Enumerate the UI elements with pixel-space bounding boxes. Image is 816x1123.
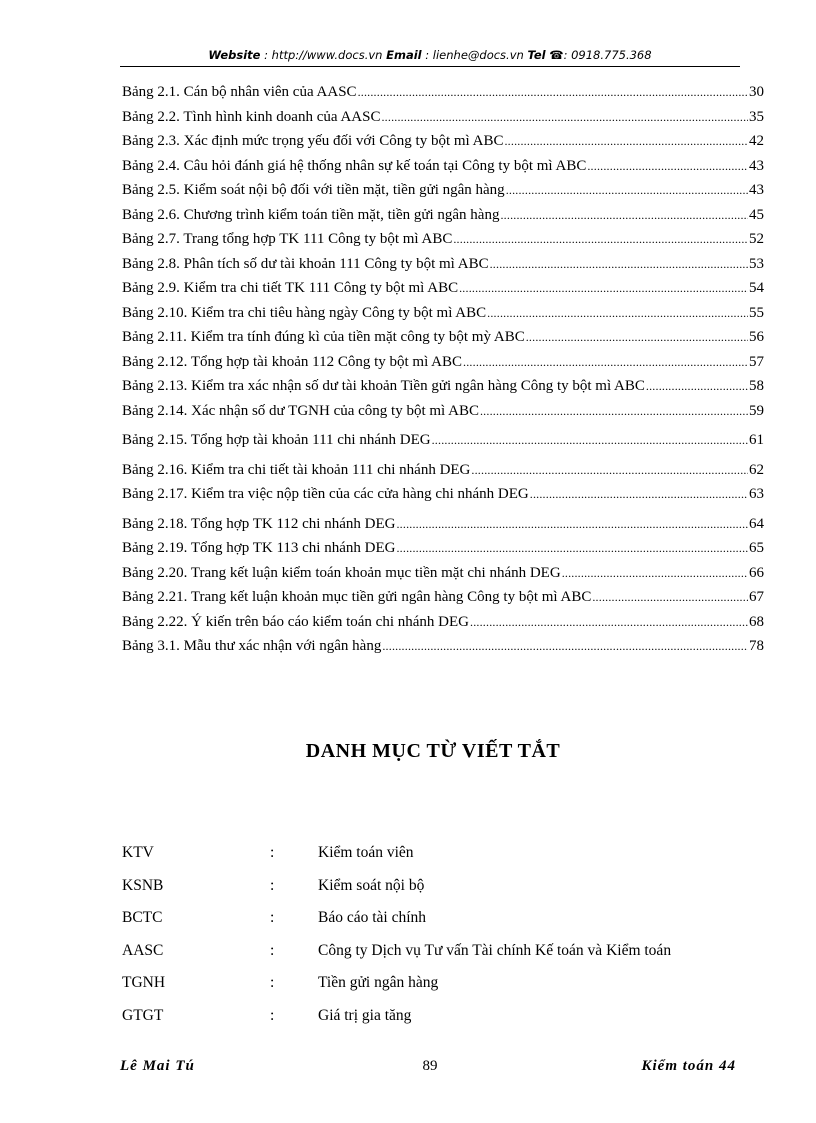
list-item (122, 280, 764, 305)
tel-value: : 0918.775.368 (563, 48, 652, 62)
phone-icon: ☎ (549, 48, 564, 62)
footer-course: Kiểm toán 44 (641, 1058, 736, 1074)
dot-leader (396, 516, 748, 533)
list-item-title: Bảng 2.2. Tình hình kinh doanh của AASC (122, 108, 381, 125)
list-item-title: Bảng 2.16. Kiểm tra chi tiết tài khoản 111 chi nhánh DEG (122, 461, 471, 478)
list-item-title: Bảng 3.1. Mẫu thư xác nhận với ngân hàng (122, 638, 382, 654)
dot-leader (500, 207, 748, 224)
abbreviation-meaning: Kiểm soát nội bộ (318, 876, 425, 894)
list-item (122, 462, 764, 487)
list-item (122, 182, 764, 207)
abbreviation-colon: : (270, 941, 275, 959)
list-item-title: Bảng 2.17. Kiểm tra việc nộp tiền của các cửa hàng chi nhánh DEG (122, 486, 529, 502)
abbreviation-row (122, 909, 762, 942)
dot-leader (358, 84, 748, 101)
list-item-page: 61 (749, 432, 764, 448)
abbreviation-row (122, 974, 762, 1007)
dot-leader (471, 462, 748, 479)
email-sep: : (421, 48, 433, 62)
dot-leader (463, 354, 748, 371)
abbreviation-meaning: Kiểm toán viên (318, 844, 414, 861)
page-number: 89 (422, 1058, 438, 1074)
list-item (122, 109, 764, 134)
list-item-title: Bảng 2.1. Cán bộ nhân viên của AASC (122, 84, 357, 100)
list-item-title: Bảng 2.19. Tổng hợp TK 113 chi nhánh DEG (122, 540, 396, 556)
list-item-title: Bảng 2.5. Kiểm soát nội bộ đối với tiền mặt, tiền gửi ngân hàng (122, 182, 505, 198)
list-item-title: Bảng 2.6. Chương trình kiểm toán tiền mặt, tiền gửi ngân hàng (122, 206, 500, 223)
abbreviation-colon: : (270, 974, 275, 991)
list-item (122, 378, 764, 403)
list-item-title: Bảng 2.14. Xác nhận số dư TGNH của công ty bột mì ABC (122, 402, 479, 419)
list-item-page: 52 (749, 231, 764, 247)
list-item (122, 486, 764, 511)
abbreviation-meaning: Tiền gửi ngân hàng (318, 974, 439, 991)
list-item-title: Bảng 2.3. Xác định mức trọng yếu đối với Công ty bột mì ABC (122, 133, 504, 149)
abbreviation-code: TGNH (122, 974, 166, 991)
list-item-page: 30 (749, 84, 764, 100)
list-item (122, 305, 764, 330)
abbreviation-colon: : (270, 844, 275, 861)
list-item-page: 66 (749, 564, 764, 581)
footer-author: Lê Mai Tú (120, 1058, 195, 1074)
list-item-page: 43 (749, 157, 764, 174)
list-item-title: Bảng 2.13. Kiểm tra xác nhận số dư tài khoản Tiền gửi ngân hàng Công ty bột mì ABC (122, 378, 645, 394)
dot-leader (526, 329, 748, 346)
list-item-page: 45 (749, 206, 764, 223)
list-item-page: 59 (749, 402, 764, 419)
abbreviation-row (122, 942, 762, 975)
list-item (122, 84, 764, 109)
list-item-page: 54 (749, 280, 764, 296)
dot-leader (646, 378, 748, 395)
dot-leader (487, 305, 748, 322)
list-item (122, 614, 764, 639)
list-item (122, 516, 764, 541)
dot-leader (587, 158, 748, 175)
list-item-page: 56 (749, 329, 764, 345)
abbreviation-meaning: Giá trị gia tăng (318, 1006, 412, 1024)
abbreviation-row (122, 877, 762, 910)
page-header (120, 48, 740, 62)
list-item-page: 55 (749, 304, 764, 321)
abbreviation-meaning: Công ty Dịch vụ Tư vấn Tài chính Kế toán và Kiểm toán (318, 941, 672, 959)
list-item-title: Bảng 2.10. Kiểm tra chi tiêu hàng ngày Công ty bột mì ABC (122, 304, 487, 321)
list-item (122, 540, 764, 565)
dot-leader (592, 589, 748, 606)
list-item-page: 78 (749, 638, 764, 654)
dot-leader (470, 614, 748, 631)
list-item-page: 65 (749, 540, 764, 556)
dot-leader (396, 540, 748, 557)
list-item-page: 35 (749, 108, 764, 125)
dot-leader (453, 231, 748, 248)
list-item-title: Bảng 2.20. Trang kết luận kiểm toán khoản mục tiền mặt chi nhánh DEG (122, 564, 561, 581)
list-item (122, 256, 764, 281)
dot-leader (432, 432, 748, 449)
email-label: Email (386, 48, 422, 62)
list-item-title: Bảng 2.11. Kiểm tra tính đúng kì của tiền mặt công ty bột mỳ ABC (122, 329, 525, 345)
list-item-page: 57 (749, 353, 764, 370)
dot-leader (506, 182, 748, 199)
list-item (122, 432, 764, 457)
website-url: http://www.docs.vn (271, 48, 383, 62)
abbreviations-title: DANH MỤC TỪ VIẾT TẮT (305, 740, 561, 762)
abbreviation-code: BCTC (122, 909, 163, 926)
list-item-title: Bảng 2.22. Ý kiến trên báo cáo kiểm toán chi nhánh DEG (122, 613, 469, 630)
list-item-page: 64 (749, 515, 764, 532)
abbreviation-colon: : (270, 909, 275, 926)
header-divider (120, 66, 740, 67)
list-item-title: Bảng 2.8. Phân tích số dư tài khoản 111 Công ty bột mì ABC (122, 255, 489, 272)
abbreviation-code: GTGT (122, 1006, 164, 1024)
list-item (122, 207, 764, 232)
list-item-title: Bảng 2.18. Tổng hợp TK 112 chi nhánh DEG (122, 515, 396, 532)
list-item-title: Bảng 2.12. Tổng hợp tài khoản 112 Công ty bột mì ABC (122, 353, 463, 370)
list-item-page: 63 (749, 486, 764, 502)
list-item-title: Bảng 2.7. Trang tổng hợp TK 111 Công ty bột mì ABC (122, 231, 453, 247)
list-item (122, 565, 764, 590)
list-item-page: 58 (749, 378, 764, 394)
website-sep: : (260, 48, 272, 62)
tel-label: Tel (527, 48, 546, 62)
list-item (122, 329, 764, 354)
email-value: lienhe@docs.vn (432, 48, 524, 62)
list-item (122, 133, 764, 158)
list-item (122, 589, 764, 614)
abbreviation-colon: : (270, 876, 275, 894)
dot-leader (459, 280, 748, 297)
list-item-page: 68 (749, 613, 764, 630)
list-item-title: Bảng 2.21. Trang kết luận khoản mục tiền gửi ngân hàng Công ty bột mì ABC (122, 589, 592, 605)
list-item (122, 403, 764, 428)
list-item-page: 67 (749, 589, 764, 605)
list-item-page: 62 (749, 461, 764, 478)
list-item (122, 354, 764, 379)
list-item (122, 231, 764, 256)
dot-leader (562, 565, 748, 582)
list-item-page: 43 (749, 182, 764, 198)
abbreviation-code: KSNB (122, 876, 164, 894)
abbreviation-colon: : (270, 1006, 275, 1024)
abbreviation-code: AASC (122, 941, 164, 959)
dot-leader (382, 638, 748, 655)
dot-leader (480, 403, 748, 420)
list-item-page: 42 (749, 133, 764, 149)
dot-leader (504, 133, 748, 150)
list-item-page: 53 (749, 255, 764, 272)
abbreviations-list (122, 844, 762, 1039)
list-item (122, 158, 764, 183)
dot-leader (530, 486, 748, 503)
abbreviation-code: KTV (122, 844, 154, 861)
website-label: Website (208, 48, 261, 62)
list-item-title: Bảng 2.15. Tổng hợp tài khoản 111 chi nhánh DEG (122, 432, 431, 448)
list-item-title: Bảng 2.9. Kiểm tra chi tiết TK 111 Công ty bột mì ABC (122, 280, 459, 296)
abbreviation-row (122, 844, 762, 877)
list-item-title: Bảng 2.4. Câu hỏi đánh giá hệ thống nhân sự kế toán tại Công ty bột mì ABC (122, 157, 587, 174)
list-item (122, 638, 764, 663)
abbreviation-row (122, 1007, 762, 1040)
abbreviation-meaning: Báo cáo tài chính (318, 909, 427, 926)
dot-leader (490, 256, 748, 273)
dot-leader (381, 109, 748, 126)
table-list (122, 84, 764, 663)
